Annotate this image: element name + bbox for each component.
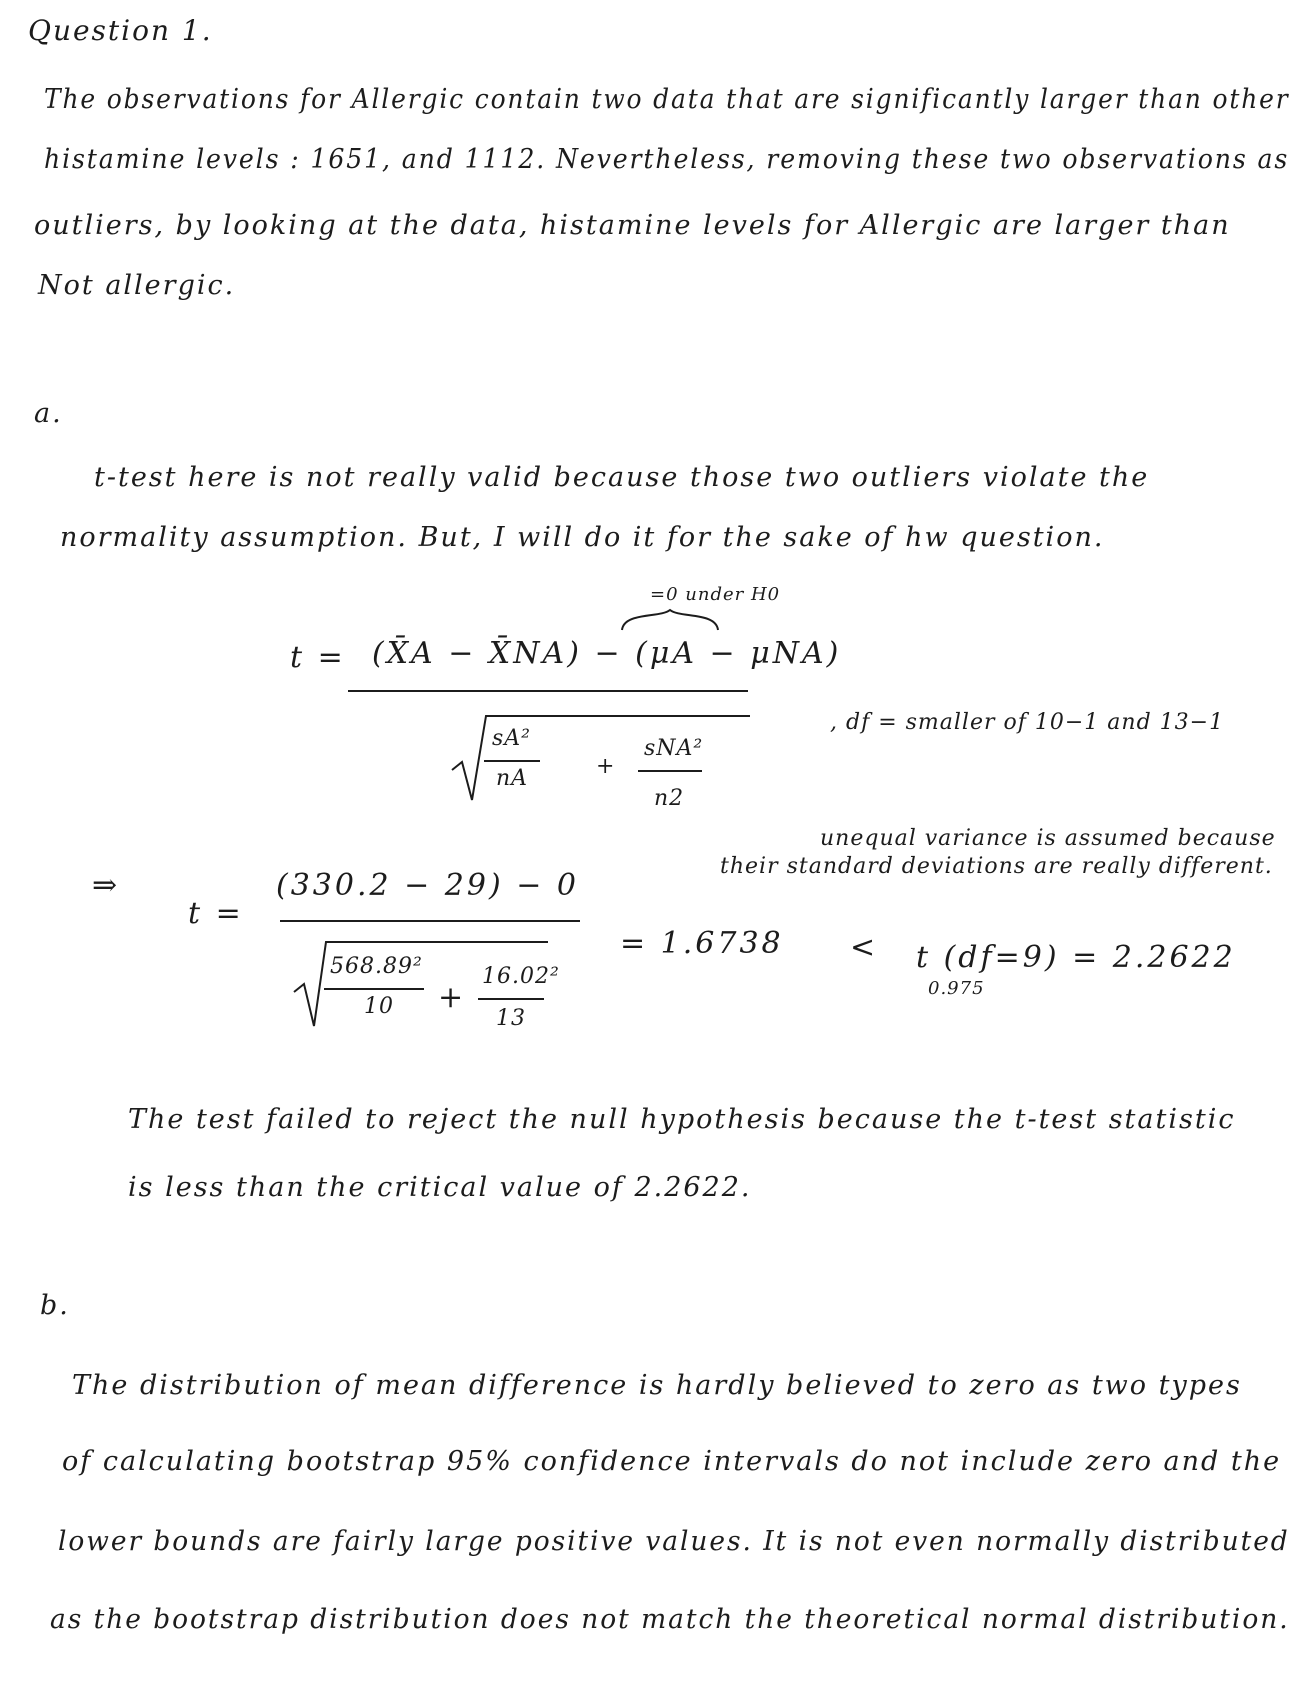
critical-subscript: 0.975 (928, 978, 985, 999)
general-t-label: t = (290, 640, 346, 675)
calc-den-term2-top: 16.02² (482, 964, 560, 989)
calc-den-term2-bottom: 13 (496, 1006, 526, 1031)
part-a-line-1: t-test here is not really valid because those two outliers violate the (94, 462, 1150, 493)
general-den-term2-top: sNA² (644, 736, 704, 761)
intro-line-2: histamine levels : 1651, and 1112. Nevertheless, removing these two observations as (44, 144, 1290, 175)
part-b-label: b. (40, 1290, 70, 1321)
calc-numerator: (330.2 − 29) − 0 (276, 868, 579, 903)
calc-den-term1-bottom: 10 (364, 994, 394, 1019)
under-h0-brace (622, 610, 718, 630)
general-radical-sign (452, 716, 750, 800)
general-numerator: (X̄A − X̄NA) − (μA − μNA) (372, 636, 842, 671)
calc-result: = 1.6738 (620, 926, 784, 961)
calc-t-label: t = (188, 896, 244, 931)
calc-radical-sign (294, 942, 548, 1026)
general-den-term1-bottom: nA (496, 766, 529, 791)
general-den-term2-bottom: n2 (654, 786, 685, 811)
calc-den-term1-top: 568.89² (330, 954, 423, 979)
calc-den-plus: + (438, 980, 467, 1015)
general-den-term1-top: sA² (492, 726, 531, 751)
intro-line-3: outliers, by looking at the data, histamine levels for Allergic are larger than (34, 210, 1231, 241)
question-heading: Question 1. (28, 14, 213, 47)
intro-line-4: Not allergic. (38, 270, 236, 301)
conclusion-line-2: is less than the critical value of 2.2622. (128, 1172, 752, 1203)
intro-line-1: The observations for Allergic contain two data that are significantly larger than other (44, 84, 1290, 115)
critical-value: t (df=9) = 2.2622 (916, 940, 1236, 975)
part-b-line-2: of calculating bootstrap 95% confidence intervals do not include zero and the (62, 1446, 1282, 1477)
variance-note-line-2: their standard deviations are really different. (720, 854, 1273, 879)
under-h0-annotation: =0 under H0 (650, 584, 781, 605)
calc-comparison: < (850, 930, 879, 965)
part-a-label: a. (34, 398, 63, 429)
df-note: , df = smaller of 10−1 and 13−1 (830, 710, 1225, 735)
implies-arrow: ⇒ (92, 868, 121, 903)
part-b-line-3: lower bounds are fairly large positive values. It is not even normally distributed (58, 1526, 1290, 1557)
part-a-line-2: normality assumption. But, I will do it for the sake of hw question. (60, 522, 1105, 553)
general-den-plus: + (596, 754, 616, 779)
part-b-line-4: as the bootstrap distribution does not match the theoretical normal distribution. (50, 1604, 1290, 1635)
variance-note-line-1: unequal variance is assumed because (820, 826, 1276, 851)
part-b-line-1: The distribution of mean difference is hardly believed to zero as two types (72, 1370, 1242, 1401)
conclusion-line-1: The test failed to reject the null hypothesis because the t-test statistic (128, 1104, 1236, 1135)
